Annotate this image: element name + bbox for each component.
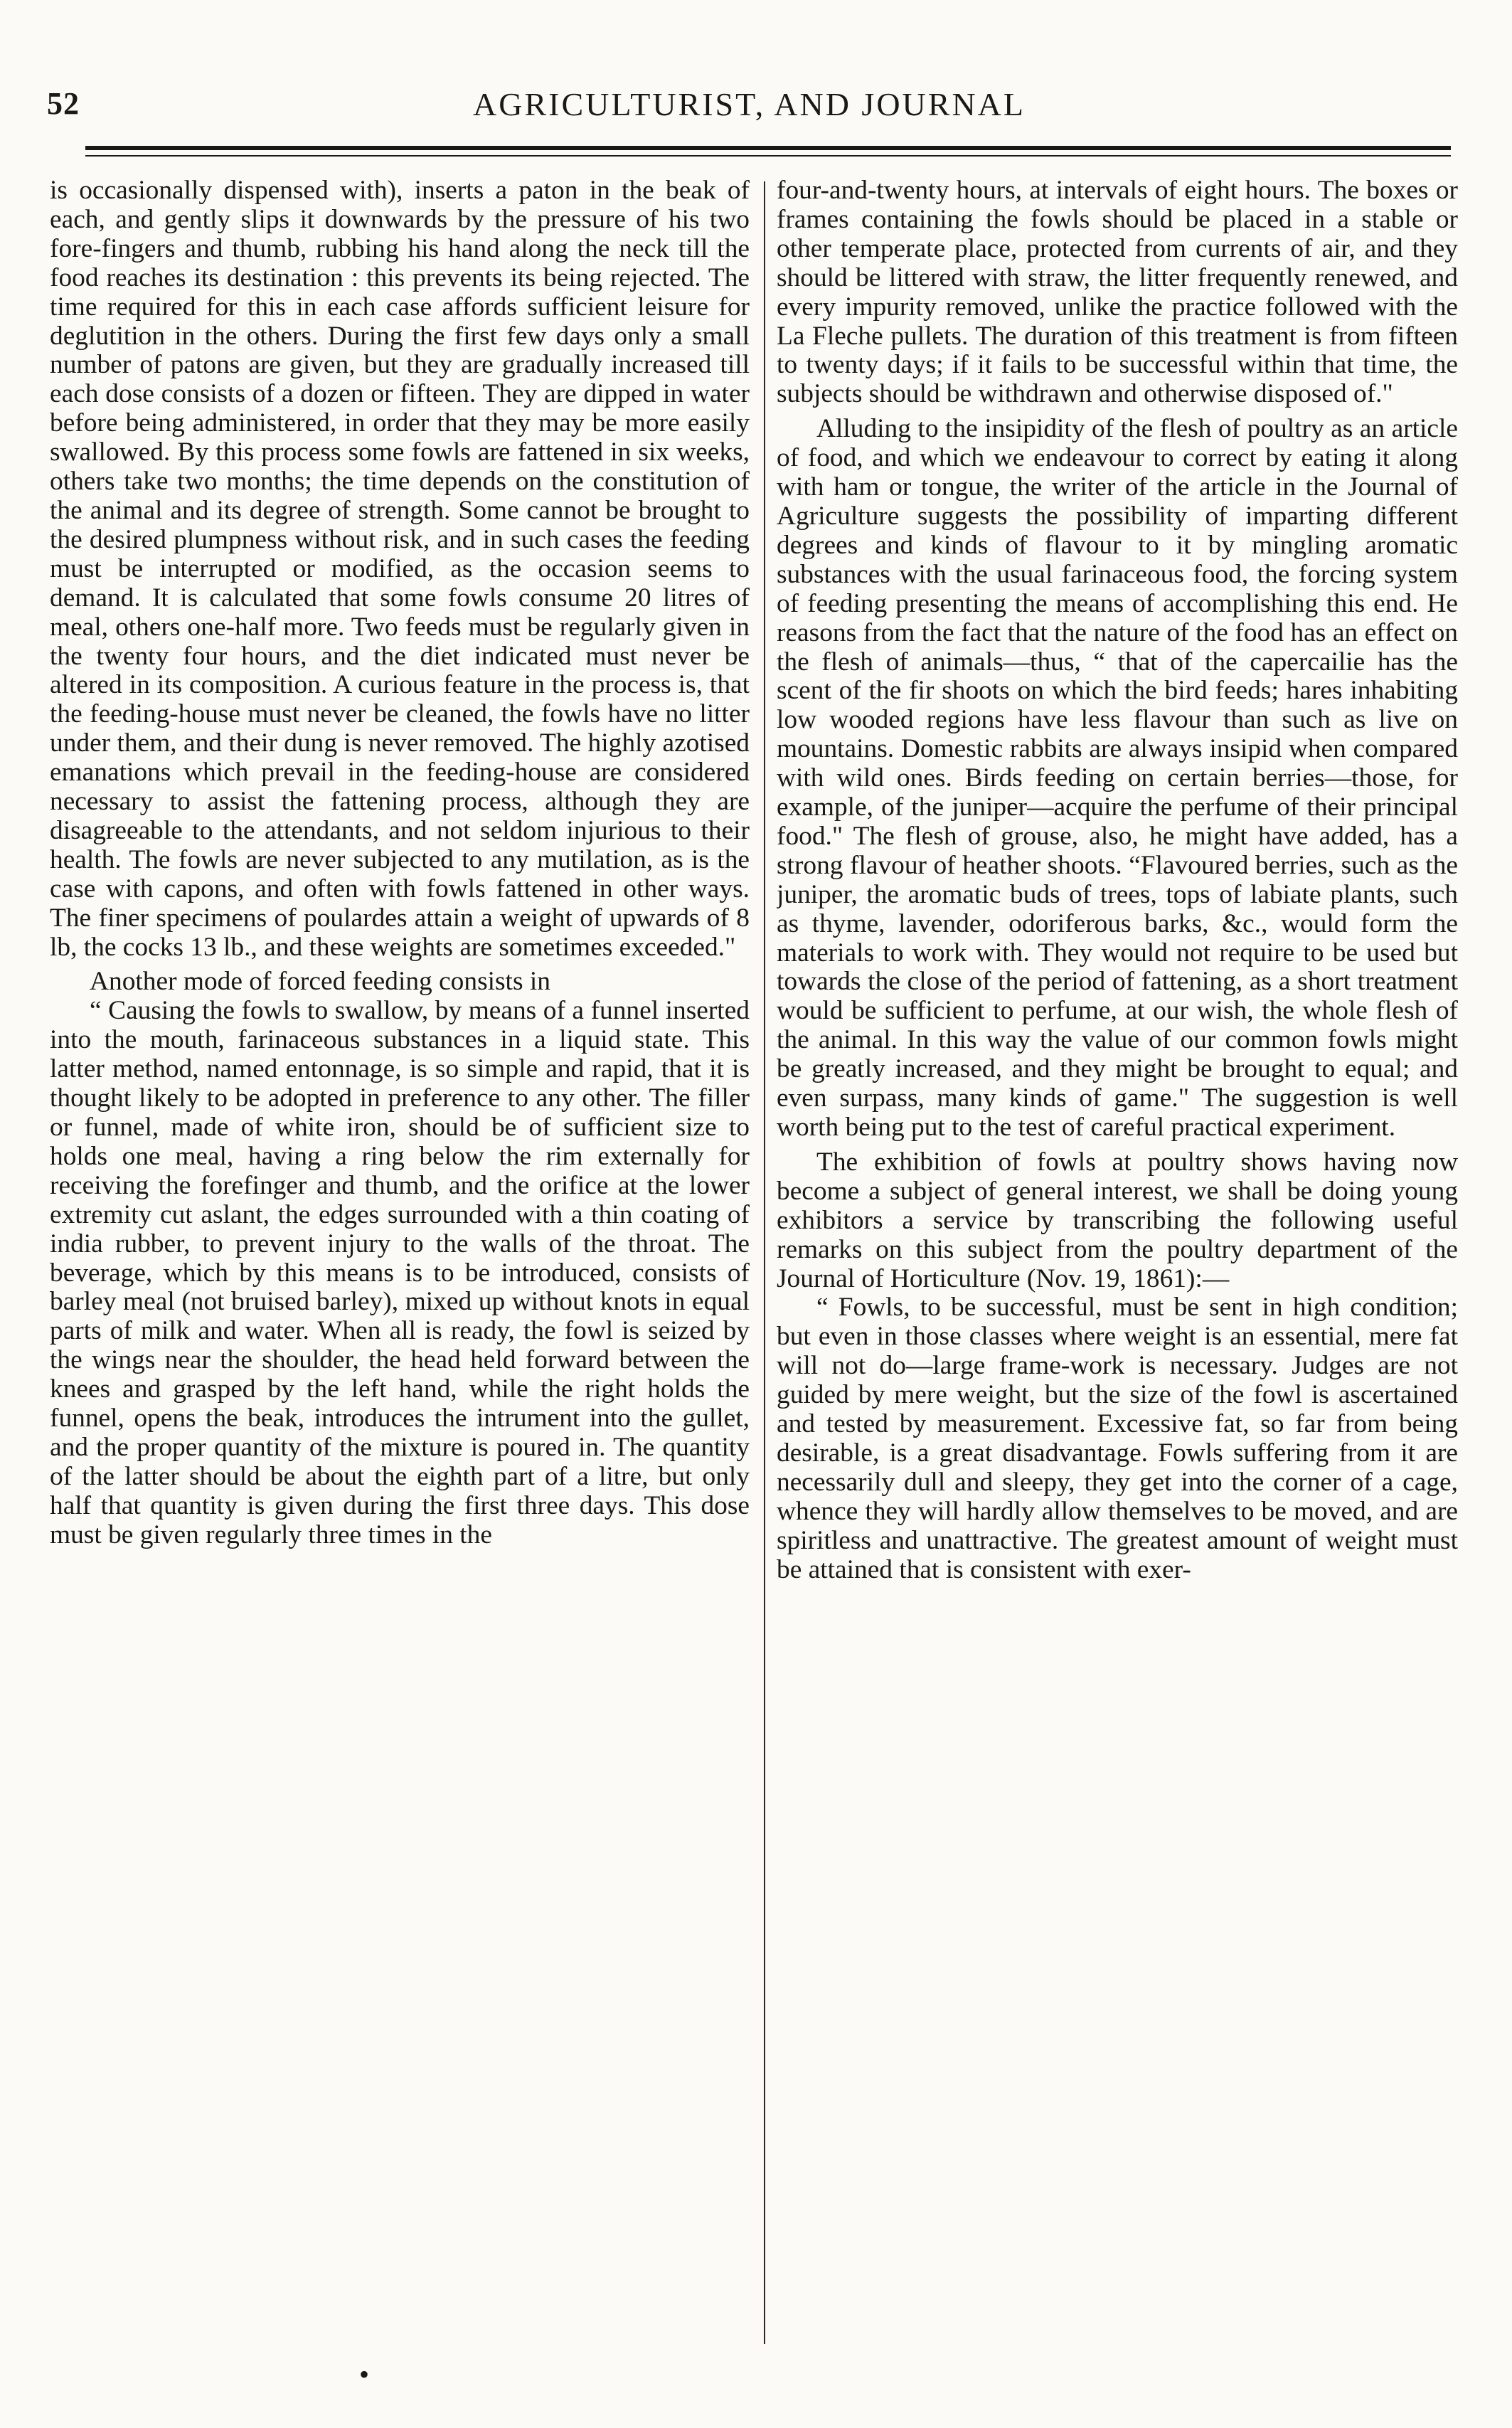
paragraph: Alluding to the insipidity of the flesh of poultry as an article of food, and which we endeavour to correct by eating it along with ham or tongue, the writer of the article in the Journal of Agriculture suggests the possibility of imparting different degrees and kinds of flavour to it by mingling aromatic substances with the usual farinaceous food, the forcing system of feeding presenting the means of accomplishing this end. He reasons from the fact that the nature of the food has an effect on the flesh of animals—thus, “ that of the capercailie has the scent of the fir shoots on which the bird feeds; hares inhabiting low wooded regions have less flavour than such as live on mountains. Domestic rabbits are always insipid when compared with wild ones. Birds feeding on certain berries—those, for example, of the juniper—acquire the perfume of their principal food." The flesh of grouse, also, he might have added, has a strong flavour of heather shoots. “Flavoured berries, such as the juniper, the aromatic buds of trees, tops of labiate plants, such as thyme, lavender, odoriferous barks, &c., would form the materials to work with. They would not require to be used but towards the close of the period of fattening, as a short treatment would be sufficient to perfume, at our wish, the whole flesh of the animal. In this way the value of our common fowls might be greatly increased, and they might be brought to equal; and even surpass, many kinds of game." The suggestion is well worth being put to the test of careful practical experiment. [777, 414, 1458, 1142]
header-rule-thick [85, 146, 1451, 150]
paragraph: four-and-twenty hours, at intervals of eight hours. The boxes or frames containing the fowls should be placed in a stable or other temperate place, protected from currents of air, and they should be littered with straw, the litter frequently renewed, and every impurity removed, unlike the practice followed with the La Fleche pullets. The duration of this treatment is from fifteen to twenty days; if it fails to be successful within that time, the subjects should be withdrawn and otherwise disposed of." [777, 176, 1458, 409]
header-rule-thin [85, 155, 1451, 157]
paragraph: “ Causing the fowls to swallow, by means of a funnel inserted into the mouth, farinaceous substances in a liquid state. This latter method, named entonnage, is so simple and rapid, that it is thought likely to be adopted in preference to any other. The filler or funnel, made of white iron, should be of sufficient size to holds one meal, having a ring below the rim externally for receiving the forefinger and thumb, and the orifice at the lower extremity cut aslant, the edges surrounded with a thin coating of india rubber, to prevent injury to the walls of the throat. The beverage, which by this means is to be introduced, consists of barley meal (not bruised barley), mixed up without knots in equal parts of milk and water. When all is ready, the fowl is seized by the wings near the shoulder, the head held forward between the knees and grasped by the left hand, while the right holds the funnel, opens the beak, introduces the intrument into the gullet, and the proper quantity of the mixture is poured in. The quantity of the latter should be about the eighth part of a litre, but only half that quantity is given during the first three days. This dose must be given regularly three times in the [50, 996, 750, 1549]
paragraph: The exhibition of fowls at poultry shows having now become a subject of general interest, we shall be doing young exhibitors a service by transcribing the following useful remarks on this subject from the poultry department of the Journal of Horticulture (Nov. 19, 1861):— [777, 1147, 1458, 1293]
page-number: 52 [47, 86, 80, 121]
paragraph: “ Fowls, to be successful, must be sent in high condition; but even in those classes where weight is an essential, mere fat will not do—large frame-work is necessary. Judges are not guided by mere weight, but the size of the fowl is ascertained and tested by measurement. Excessive fat, so far from being desirable, is a great disadvantage. Fowls suffering from it are necessarily dull and sleepy, they get into the corner of a cage, whence they will hardly allow themselves to be moved, and are spiritless and unattractive. The greatest amount of weight must be attained that is consistent with exer- [777, 1293, 1458, 1584]
right-column [777, 176, 1458, 2346]
page-header [47, 85, 1452, 128]
printer-dot: • [359, 2358, 370, 2390]
left-column [50, 176, 750, 2346]
column-divider [764, 181, 765, 2344]
paragraph: is occasionally dispensed with), inserts a paton in the beak of each, and gently slips it downwards by the pressure of his two fore-fingers and thumb, rubbing his hand along the neck till the food reaches its destination : this prevents its being rejected. The time required for this in each case affords sufficient leisure for deglutition in the others. During the first few days only a small number of patons are given, but they are gradually increased till each dose consists of a dozen or fifteen. They are dipped in water before being administered, in order that they may be more easily swallowed. By this process some fowls are fattened in six weeks, others take two months; the time depends on the constitution of the animal and its degree of strength. Some cannot be brought to the desired plumpness without risk, and in such cases the feeding must be interrupted or modified, as the occasion seems to demand. It is calculated that some fowls consume 20 litres of meal, others one-half more. Two feeds must be regularly given in the twenty four hours, and the diet indicated must never be altered in its composition. A curious feature in the process is, that the feeding-house must never be cleaned, the fowls have no litter under them, and their dung is never removed. The highly azotised emanations which prevail in the feeding-house are considered necessary to assist the fattening process, although they are disagreeable to the attendants, and not seldom injurious to their health. The fowls are never subjected to any mutilation, as is the case with capons, and often with fowls fattened in other ways. The finer specimens of poulardes attain a weight of upwards of 8 lb, the cocks 13 lb., and these weights are sometimes exceeded." [50, 176, 750, 962]
paragraph: Another mode of forced feeding consists in [90, 967, 550, 997]
running-title: AGRICULTURIST, AND JOURNAL [473, 86, 1026, 122]
